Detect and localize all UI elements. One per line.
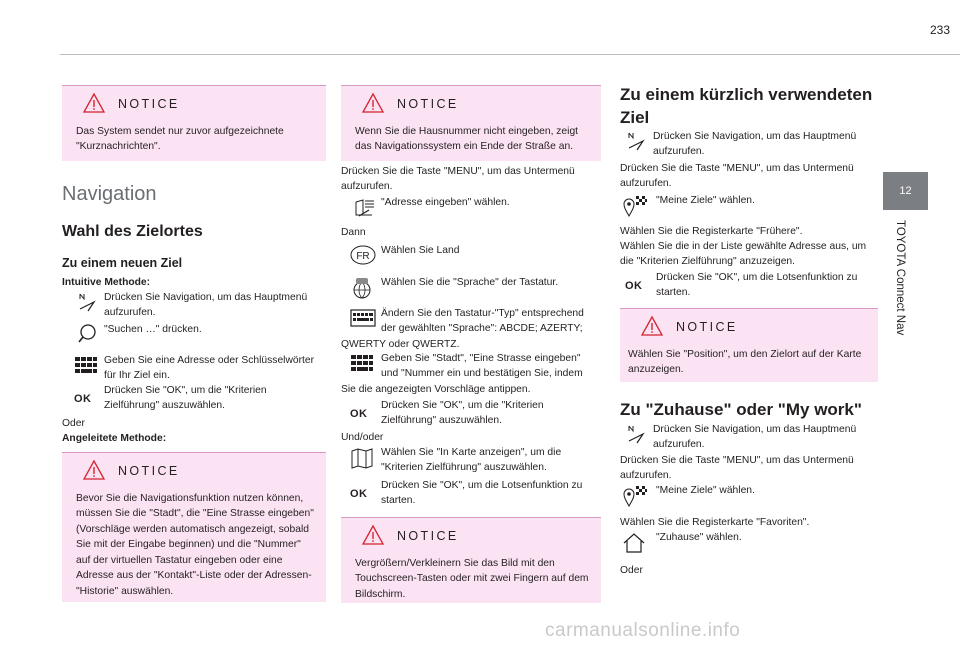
step-ok (74, 384, 336, 414)
ok-icon: OK (74, 393, 92, 405)
step-text-line: Wählen Sie Land (381, 245, 460, 256)
step-text-line: Drücken Sie "OK", um die Lotsenfunktion zu (656, 272, 858, 283)
step-text-line: "Suchen …" drücken. (104, 324, 202, 335)
keyboard-icon (74, 354, 98, 376)
step-navigation (625, 130, 875, 160)
step-text-line: Ändern Sie den Tastatur-"Typ" entsprechend (381, 308, 584, 319)
step-text-line: Geben Sie eine Adresse oder Schlüsselwörter (104, 355, 315, 366)
step-text-line: "Meine Ziele" wählen. (656, 195, 755, 206)
notice-title: NOTICE (676, 320, 738, 334)
step-text-line: Drücken Sie "OK", um die "Kriterien (381, 400, 544, 411)
step-meine-ziele (622, 194, 872, 220)
step-text-line: Wählen Sie die "Sprache" der Tastatur. (381, 277, 559, 288)
step-meine-ziele (622, 484, 872, 510)
heading-wahl-des-zielortes: Wahl des Zielortes (62, 223, 203, 240)
notice-text: Das System sendet nur zuvor aufgezeichnete "Kurznachrichten". (76, 126, 284, 153)
step-ok (625, 271, 875, 301)
menu-instruction: Drücken Sie die Taste "MENU", um das Untermenü aufzurufen. (620, 455, 854, 481)
notice-title: NOTICE (397, 97, 459, 111)
step-text-line: "Adresse eingeben" wählen. (381, 197, 510, 208)
oder-text: Oder (62, 418, 85, 429)
step-tastatur-typ (350, 307, 600, 337)
step-adresse (353, 196, 603, 222)
notice-box-1 (62, 85, 326, 161)
step-text-line: starten. (381, 494, 416, 506)
step-text-line: "Meine Ziele" wählen. (656, 485, 755, 496)
step-text-line: für Ihr Ziel ein. (104, 369, 170, 381)
section-title-navigation: Navigation (62, 183, 157, 205)
language-globe-icon (350, 276, 374, 300)
notice-box-2 (62, 452, 326, 602)
step-text-line: Drücken Sie "OK", um die "Kriterien (104, 385, 267, 396)
step-text-line: Zielführung" auszuwählen. (104, 399, 225, 411)
step-text-line: Drücken Sie "OK", um die Lotsenfunktion zu (381, 480, 583, 491)
menu-instruction: Drücken Sie die Taste "MENU", um das Untermenü aufzurufen. (341, 166, 575, 192)
my-destinations-icon (622, 484, 648, 508)
heading-line: Zu einem kürzlich verwendeten (620, 85, 873, 104)
notice-header (341, 524, 601, 552)
step-karte (350, 446, 600, 476)
navigation-arrow-icon (625, 130, 647, 152)
watermark: carmanualsonline.info (545, 620, 741, 641)
notice-box-4 (341, 517, 601, 603)
step-text-line: starten. (656, 286, 691, 298)
menu-instruction: Drücken Sie die Taste "MENU", um das Untermenü aufzurufen. (620, 163, 854, 189)
step-text-line: aufzurufen. (653, 438, 705, 450)
step-sprache (350, 276, 600, 302)
address-icon (353, 196, 377, 220)
step-keyboard (74, 354, 336, 384)
map-icon (350, 446, 374, 470)
notice-text: Bevor Sie die Navigationsfunktion nutzen können, müssen Sie die "Stadt", die "Eine Strasse eingeben" (Vorschläge werden automatisch angezeigt, sobald Sie mit der Eingabe beginnen) und die "Nummer" auf der virtuellen Tastatur eingeben oder eine Adresse aus der "Kontakt"-Liste oder der Adressen-"Historie" auswählen. (76, 493, 314, 597)
step-text-line: der gewählten "Sprache": ABCDE; AZERTY; (381, 322, 583, 334)
notice-title: NOTICE (397, 529, 459, 543)
notice-title: NOTICE (118, 464, 180, 478)
notice-text: Vergrößern/Verkleinern Sie das Bild mit den Touchscreen-Tasten oder mit zwei Fingern auf dem Bildschirm. (355, 558, 589, 600)
warning-triangle-icon (82, 459, 106, 481)
step-land (350, 244, 600, 270)
notice-header (620, 315, 878, 343)
warning-triangle-icon (640, 315, 664, 337)
heading-kuerzlich (620, 84, 872, 130)
navigation-arrow-icon (625, 423, 647, 445)
my-destinations-icon (622, 194, 648, 218)
step-text-line: Geben Sie "Stadt", "Eine Strasse eingeben" (381, 353, 581, 364)
step-text-line: Drücken Sie Navigation, um das Hauptmenü (653, 131, 857, 142)
step-text-line: Drücken Sie Navigation, um das Hauptmenü (104, 292, 308, 303)
ok-icon: OK (350, 408, 368, 420)
step-navigation (625, 423, 875, 453)
notice-box-3 (341, 85, 601, 161)
notice-text: Wählen Sie "Position", um den Zielort auf der Karte anzuzeigen. (628, 349, 862, 376)
notice-header (341, 92, 601, 120)
step-text-line: aufzurufen. (104, 306, 156, 318)
tab-instruction: Wählen Sie die Registerkarte "Favoriten". (620, 517, 810, 528)
oder-text: Oder (620, 565, 643, 576)
notice-header (62, 92, 326, 120)
guided-method-label: Angeleitete Methode: (62, 433, 167, 444)
step-ok (350, 399, 600, 429)
chapter-title (894, 220, 914, 350)
step-navigation (76, 291, 336, 321)
step-text-line: Wählen Sie "In Karte anzeigen", um die (381, 447, 562, 458)
notice-header (62, 459, 326, 487)
warning-triangle-icon (82, 92, 106, 114)
notice-title: NOTICE (118, 97, 180, 111)
intuitive-method-label: Intuitive Methode: (62, 277, 151, 288)
step-text-line: und "Nummer ein und bestätigen Sie, indem (381, 367, 583, 379)
dann-text: Dann (341, 227, 366, 238)
country-code-text: FR (356, 251, 370, 262)
step-text-line: Zielführung" auszuwählen. (381, 414, 502, 426)
chapter-title-text: TOYOTA Connect Nav (894, 220, 906, 336)
warning-triangle-icon (361, 524, 385, 546)
step-text-line: Sie die angezeigten Vorschläge antippen. (341, 384, 531, 395)
step-text-line: aufzurufen. (653, 145, 705, 157)
step-zuhause (622, 531, 872, 557)
step-ok-start (350, 479, 600, 509)
und-oder-text: Und/oder (341, 432, 384, 443)
list-instruction: Wählen Sie die in der Liste gewählte Adresse aus, um die "Kriterien Zielführung" anzuzeigen. (620, 241, 867, 267)
keyboard-icon (350, 352, 374, 374)
step-text-line: Drücken Sie Navigation, um das Hauptmenü (653, 424, 857, 435)
notice-box-5 (620, 308, 878, 382)
step-stadt (350, 352, 600, 382)
notice-text: Wenn Sie die Hausnummer nicht eingeben, zeigt das Navigationssystem ein Ende der Straße an. (355, 126, 579, 153)
search-icon (76, 323, 98, 345)
header-rule (60, 54, 960, 55)
step-text-line: QWERTY oder QWERTZ. (341, 339, 460, 350)
heading-line: Ziel (620, 107, 650, 127)
ok-icon: OK (350, 488, 368, 500)
step-search (76, 323, 336, 347)
keyboard-type-icon (350, 307, 376, 329)
tab-instruction: Wählen Sie die Registerkarte "Frühere". (620, 226, 803, 237)
step-text-line: "Kriterien Zielführung" auszuwählen. (381, 461, 547, 473)
heading-zuhause: Zu "Zuhause" oder "My work" (620, 400, 862, 419)
navigation-arrow-icon (76, 291, 98, 313)
page-number: 233 (929, 23, 950, 37)
step-text-line: "Zuhause" wählen. (656, 532, 742, 543)
home-icon (622, 531, 646, 555)
ok-icon: OK (625, 280, 643, 292)
chapter-tab: 12 (883, 172, 928, 210)
heading-zu-einem-neuen-ziel: Zu einem neuen Ziel (62, 256, 183, 270)
warning-triangle-icon (361, 92, 385, 114)
country-fr-icon (350, 244, 376, 266)
